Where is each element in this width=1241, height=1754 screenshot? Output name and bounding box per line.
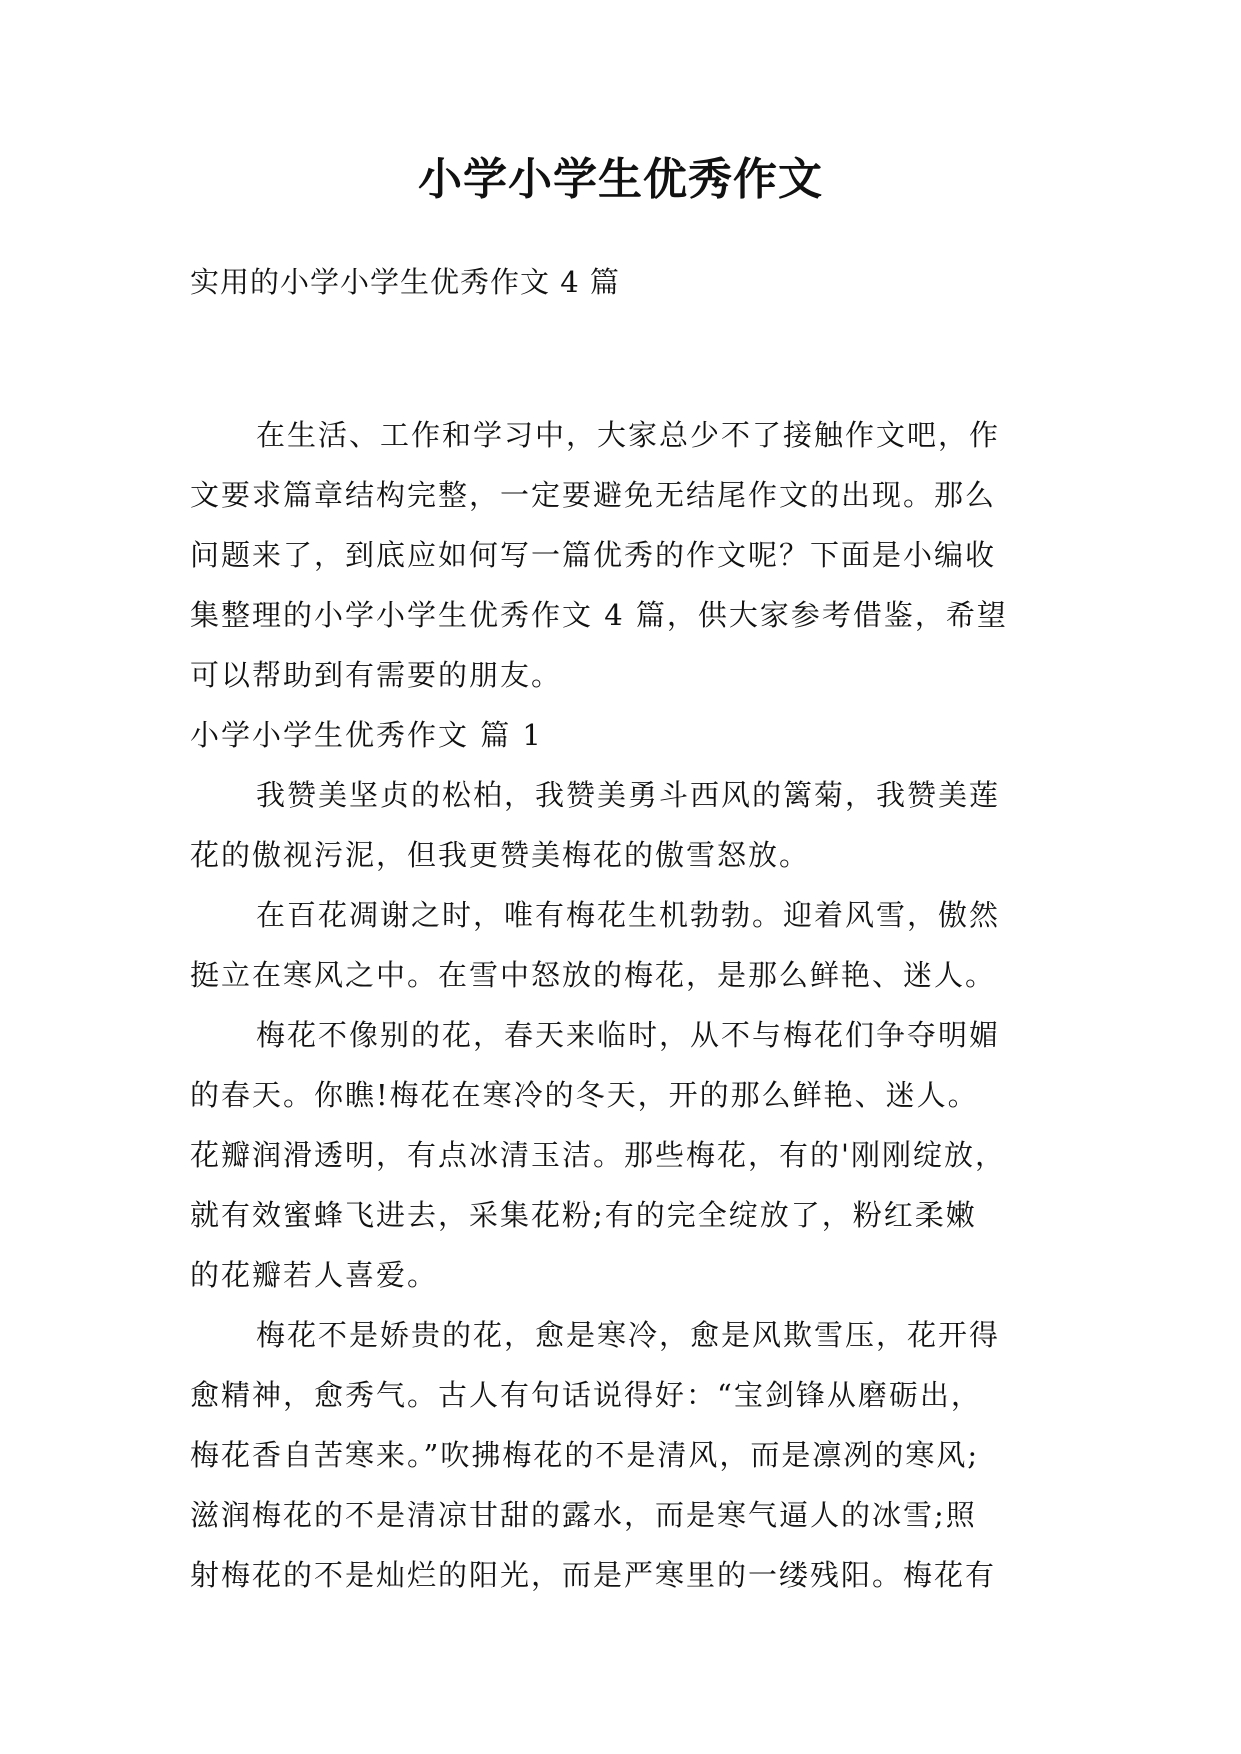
text-line: 梅花香自苦寒来。”吹拂梅花的不是清风，而是凛冽的寒风;	[190, 1438, 980, 1472]
text-line: 我赞美坚贞的松柏，我赞美勇斗西风的篱菊，我赞美莲	[256, 778, 1001, 812]
text-line: 愈精神，愈秀气。古人有句话说得好：“宝剑锋从磨砺出，	[190, 1378, 982, 1412]
text-line: 梅花不是娇贵的花，愈是寒冷，愈是风欺雪压，花开得	[256, 1318, 1001, 1352]
text-line: 可以帮助到有需要的朋友。	[190, 658, 563, 692]
text-line: 在百花凋谢之时，唯有梅花生机勃勃。迎着风雪，傲然	[256, 898, 1001, 932]
text-line: 花的傲视污泥，但我更赞美梅花的傲雪怒放。	[190, 838, 811, 872]
text-line: 在生活、工作和学习中，大家总少不了接触作文吧，作	[256, 418, 1001, 452]
text-line: 的春天。你瞧!梅花在寒冷的冬天，开的那么鲜艳、迷人。	[190, 1078, 979, 1112]
text-line: 花瓣润滑透明，有点冰清玉洁。那些梅花，有的'刚刚绽放，	[190, 1138, 1006, 1172]
text-line: 滋润梅花的不是清凉甘甜的露水，而是寒气逼人的冰雪;照	[190, 1498, 977, 1532]
text-line: 射梅花的不是灿烂的阳光，而是严寒里的一缕残阳。梅花有	[190, 1558, 997, 1592]
text-line: 文要求篇章结构完整，一定要避免无结尾作文的出现。那么	[190, 478, 997, 512]
text-line: 的花瓣若人喜爱。	[190, 1258, 439, 1292]
text-line: 梅花不像别的花，春天来临时，从不与梅花们争夺明媚	[256, 1018, 1001, 1052]
text-line: 就有效蜜蜂飞进去，采集花粉;有的完全绽放了，粉红柔嫩	[190, 1198, 977, 1232]
text-line: 小学小学生优秀作文 篇 1	[190, 718, 543, 752]
document-body	[190, 405, 1050, 1605]
document-subtitle: 实用的小学小学生优秀作文 4 篇	[190, 265, 620, 299]
text-line: 问题来了，到底应如何写一篇优秀的作文呢？下面是小编收	[190, 538, 997, 572]
text-line: 集整理的小学小学生优秀作文 4 篇，供大家参考借鉴，希望	[190, 598, 1008, 632]
document-title: 小学小学生优秀作文	[418, 154, 823, 205]
text-line: 挺立在寒风之中。在雪中怒放的梅花，是那么鲜艳、迷人。	[190, 958, 997, 992]
